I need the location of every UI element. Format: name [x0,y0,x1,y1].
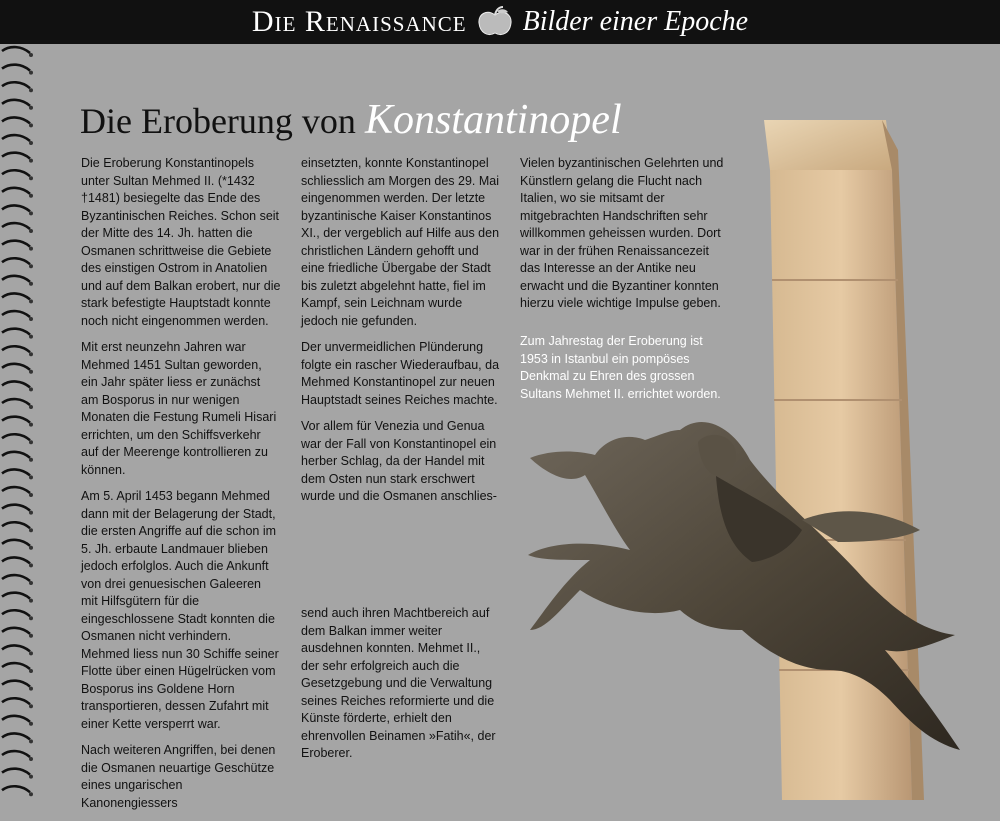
spiral-hole [29,352,33,356]
spiral-hole [29,176,33,180]
spiral-hole [29,299,33,303]
spiral-hole [29,229,33,233]
spiral-hole [29,669,33,673]
spiral-ring [2,117,30,123]
paragraph: einsetzten, konnte Konstantinopel schliesslich am Morgen des 29. Mai eingenommen werden. Der letzte byzantinische Kaiser Konstantinos XI., der vergeblich auf Hilfe aus den christlichen Ländern gehofft und eine friedliche Übergabe der Stadt bis zuletzt abgelehnt hatte, fiel im Kampf, sein Leichnam wurde jedoch nie gefunden. [301,156,500,328]
spiral-hole [29,651,33,655]
spiral-ring [2,135,30,141]
spiral-hole [29,511,33,515]
spiral-ring [2,82,30,88]
spiral-hole [29,282,33,286]
apple-icon [475,5,515,39]
spiral-hole [29,141,33,145]
spiral-hole [29,792,33,796]
paragraph: Die Eroberung Konstantinopels unter Sultan Mehmed II. (*1432 †1481) besiegelte das Ende des Byzantinischen Reiches. Schon seit der Mitte des 14. Jh. hatten die Osmanen schrittweise die Gebiete des einstigen Ostrom in Anatolien und auf dem Balkan erobert, nur die stark befestigte Hauptstadt konnte noch nicht eingenommen werden. [81,156,281,328]
spiral-hole [29,159,33,163]
spiral-ring [2,663,30,669]
spiral-hole [29,264,33,268]
spiral-ring [2,557,30,563]
spiral-ring [2,452,30,458]
spiral-hole [29,88,33,92]
spiral-ring [2,258,30,264]
paragraph: Vor allem für Venezia und Genua war der Fall von Konstantinopel ein herber Schlag, da der Handel mit dem Osten nun stark erschwert wurde und die Osmanen anschlies- [301,419,497,503]
spiral-ring [2,505,30,511]
spiral-hole [29,475,33,479]
spiral-hole [29,106,33,110]
spiral-hole [29,581,33,585]
paragraph: Mit erst neunzehn Jahren war Mehmed 1451 Sultan geworden, ein Jahr später liess er zunächst am Bosporus in nur wenigen Monaten die Festung Rumeli Hisari errichten, um den Schiffsverkehr auf der Meerenge kontrollieren zu können. [81,340,277,477]
spiral-ring [2,540,30,546]
spiral-ring [2,751,30,757]
spiral-ring [2,698,30,704]
spiral-hole [29,775,33,779]
spiral-ring [2,593,30,599]
spiral-hole [29,687,33,691]
spiral-hole [29,194,33,198]
spiral-ring [2,65,30,71]
spiral-hole [29,247,33,251]
spiral-ring [2,100,30,106]
spiral-hole [29,71,33,75]
spiral-hole [29,528,33,532]
column-1 [81,155,281,821]
spiral-hole [29,53,33,57]
spiral-ring [2,241,30,247]
spiral-ring [2,610,30,616]
spiral-ring [2,716,30,722]
spiral-ring [2,469,30,475]
paragraph: Nach weiteren Angriffen, bei denen die Osmanen neuartige Geschütze eines ungarischen Kanonengiessers [81,743,276,810]
title-main: Die Eroberung von [80,101,356,141]
spiral-hole [29,739,33,743]
photo-caption: Zum Jahrestag der Eroberung ist 1953 in Istanbul ein pompöses Denkmal zu Ehren des grossen Sultans Mehmet II. errichtet worden. [520,334,721,401]
paragraph: Am 5. April 1453 begann Mehmed dann mit der Belagerung der Stadt, die ersten Angriffe auf die schon im 5. Jh. erbaute Landmauer blieben jedoch erfolglos. Auch die Ankunft von drei genuesischen Galeeren mit Hilfsgütern für die eingeschlossene Stadt konnten die Osmanen nicht verhindern. Mehmed liess nun 30 Schiffe seiner Flotte über einen Hügelrücken vom Bosporus ins Goldene Horn transportieren, dessen Zufahrt mit einer Kette versperrt war. [81,489,279,731]
spiral-ring [2,681,30,687]
spiral-ring [2,364,30,370]
spiral-ring [2,223,30,229]
header-bar [0,0,1000,44]
spiral-ring [2,47,30,53]
spiral-hole [29,616,33,620]
spiral-hole [29,211,33,215]
brand-subtitle: Bilder einer Epoche [522,6,749,37]
spiral-hole [29,458,33,462]
spiral-ring [2,311,30,317]
column-2-bottom [301,605,501,772]
spiral-ring [2,522,30,528]
spiral-ring [2,346,30,352]
spiral-hole [29,704,33,708]
spiral-hole [29,423,33,427]
spiral-hole [29,317,33,321]
spiral-hole [29,757,33,761]
spiral-ring [2,329,30,335]
spiral-hole [29,370,33,374]
spiral-hole [29,722,33,726]
spiral-hole [29,123,33,127]
spiral-hole [29,335,33,339]
spiral-ring [2,628,30,634]
spiral-binding [0,44,36,800]
spiral-ring [2,188,30,194]
spiral-hole [29,387,33,391]
spiral-ring [2,769,30,775]
spiral-ring [2,170,30,176]
paragraph: Der unvermeidlichen Plünderung folgte ein rascher Wiederaufbau, da Mehmed Konstantinopel zur neuen Hauptstadt seines Reiches machte. [301,340,500,407]
spiral-ring [2,293,30,299]
spiral-ring [2,733,30,739]
spiral-ring [2,276,30,282]
spiral-hole [29,563,33,567]
spiral-ring [2,786,30,792]
column-3 [520,155,725,322]
spiral-ring [2,205,30,211]
spiral-ring [2,381,30,387]
spiral-hole [29,599,33,603]
spiral-ring [2,434,30,440]
spiral-ring [2,153,30,159]
spiral-hole [29,440,33,444]
brand-title: Die Renaissance [251,5,467,38]
spiral-ring [2,487,30,493]
paragraph: Vielen byzantinischen Gelehrten und Künstlern gelang die Flucht nach Italien, wo sie mitsamt der mitgebrachten Handschriften sehr willkommen geheissen wurden. Dort war in der frühen Renaissancezeit das Interesse an der Antike neu erwacht und die Byzantiner konnten hierzu viele wichtige Impulse geben. [520,156,724,310]
spiral-hole [29,405,33,409]
paragraph: send auch ihren Machtbereich auf dem Balkan immer weiter ausdehnen konnten. Mehmet II., der sehr erfolgreich auch die Gesetzgebung und die Verwaltung seines Reiches reformierte und die Künste förderte, erhielt den ehrenvollen Beinamen »Fatih«, der Eroberer. [301,606,496,760]
spiral-ring [2,399,30,405]
spiral-hole [29,634,33,638]
column-2-top [301,155,501,515]
spiral-ring [2,645,30,651]
spiral-hole [29,493,33,497]
spiral-hole [29,546,33,550]
title-emphasis: Konstantinopel [364,97,622,143]
spiral-ring [2,417,30,423]
spiral-ring [2,575,30,581]
